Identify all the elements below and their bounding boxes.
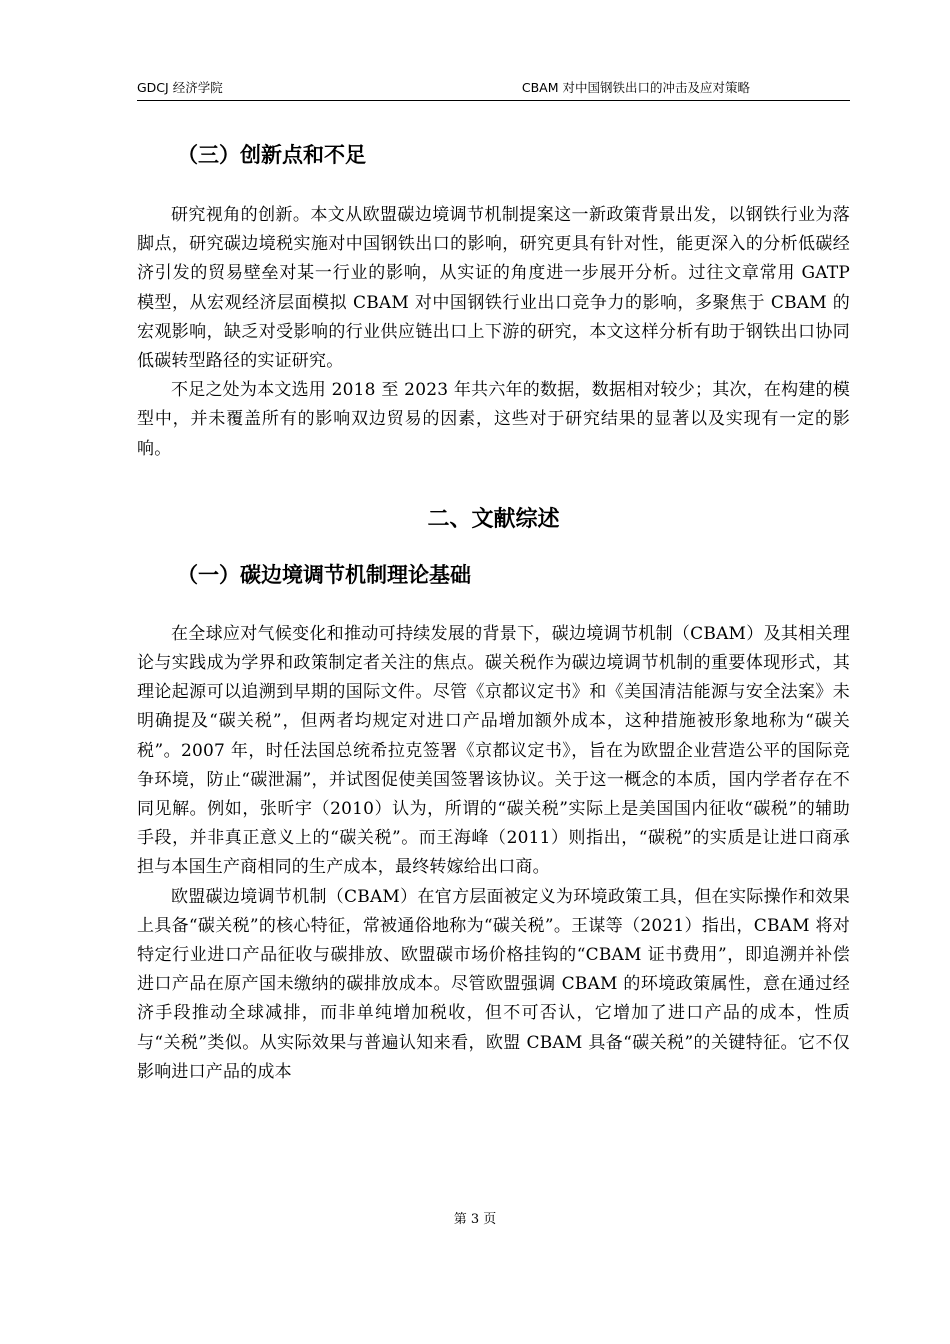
paragraph-limitations: 不足之处为本文选用 2018 至 2023 年共六年的数据，数据相对较少；其次，在构建的模型中，并未覆盖所有的影响双边贸易的因素，这些对于研究结果的显著以及实现有一定的影响。 — [137, 380, 850, 459]
section-heading-cbam-theory: （一）碳边境调节机制理论基础 — [177, 562, 471, 587]
paragraph-cbam-definition: 欧盟碳边境调节机制（CBAM）在官方层面被定义为环境政策工具，但在实际操作和效果上具备“碳关税”的核心特征，常被通俗地称为“碳关税”。王谋等（2021）指出，CBAM 将对特定行业进口产品征收与碳排放、欧盟碳市场价格挂钩的“CBAM 证书费用”，即追溯并补偿进口产品在原产国未缴纳的碳排放成本。尽管欧盟强调 CBAM 的环境政策属性，意在通过经济手段推动全球减排，而非单纯增加税收，但不可否认，它增加了进口产品的成本，性质与“关税”类似。从实际效果与普遍认知来看，欧盟 CBAM 具备“碳关税”的关键特征。它不仅影响进口产品的成本 — [137, 886, 850, 1082]
page-number: 第 3 页 — [453, 1212, 497, 1227]
paragraph-innovation: 研究视角的创新。本文从欧盟碳边境调节机制提案这一新政策背景出发，以钢铁行业为落脚点，研究碳边境税实施对中国钢铁出口的影响，研究更具有针对性，能更深入的分析低碳经济引发的贸易壁垒对某一行业的影响，从实证的角度进一步展开分析。过往文章常用 GATP 模型，从宏观经济层面模拟 CBAM 对中国钢铁行业出口竞争力的影响，多聚焦于 CBAM 的宏观影响，缺乏对受影响的行业供应链出口上下游的研究，本文这样分析有助于钢铁出口协同低碳转型路径的实证研究。 — [137, 205, 850, 372]
paragraph-cbam-background: 在全球应对气候变化和推动可持续发展的背景下，碳边境调节机制（CBAM）及其相关理论与实践成为学界和政策制定者关注的焦点。碳关税作为碳边境调节机制的重要体现形式，其理论起源可以追溯到早期的国际文件。尽管《京都议定书》和《美国清洁能源与安全法案》未明确提及“碳关税”，但两者均规定对进口产品增加额外成本，这种措施被形象地称为“碳关税”。2007 年，时任法国总统希拉克签署《京都议定书》，旨在为欧盟企业营造公平的国际竞争环境，防止“碳泄漏”，并试图促使美国签署该协议。关于这一概念的本质，国内学者存在不同见解。例如，张昕宇（2010）认为，所谓的“碳关税”实际上是美国国内征收“碳税”的辅助手段，并非真正意义上的“碳关税”。而王海峰（2011）则指出，“碳税”的实质是让进口商承担与本国生产商相同的生产成本，最终转嫁给出口商。 — [137, 623, 850, 878]
section-heading-innovation: （三）创新点和不足 — [177, 143, 366, 167]
chapter-heading-literature-review: 二、文献综述 — [427, 506, 560, 532]
header-document-title: CBAM 对中国钢铁出口的冲击及应对策略 — [521, 80, 750, 95]
page-body — [137, 140, 850, 1087]
header-institution: GDCJ 经济学院 — [137, 80, 223, 95]
page-header — [137, 78, 850, 101]
